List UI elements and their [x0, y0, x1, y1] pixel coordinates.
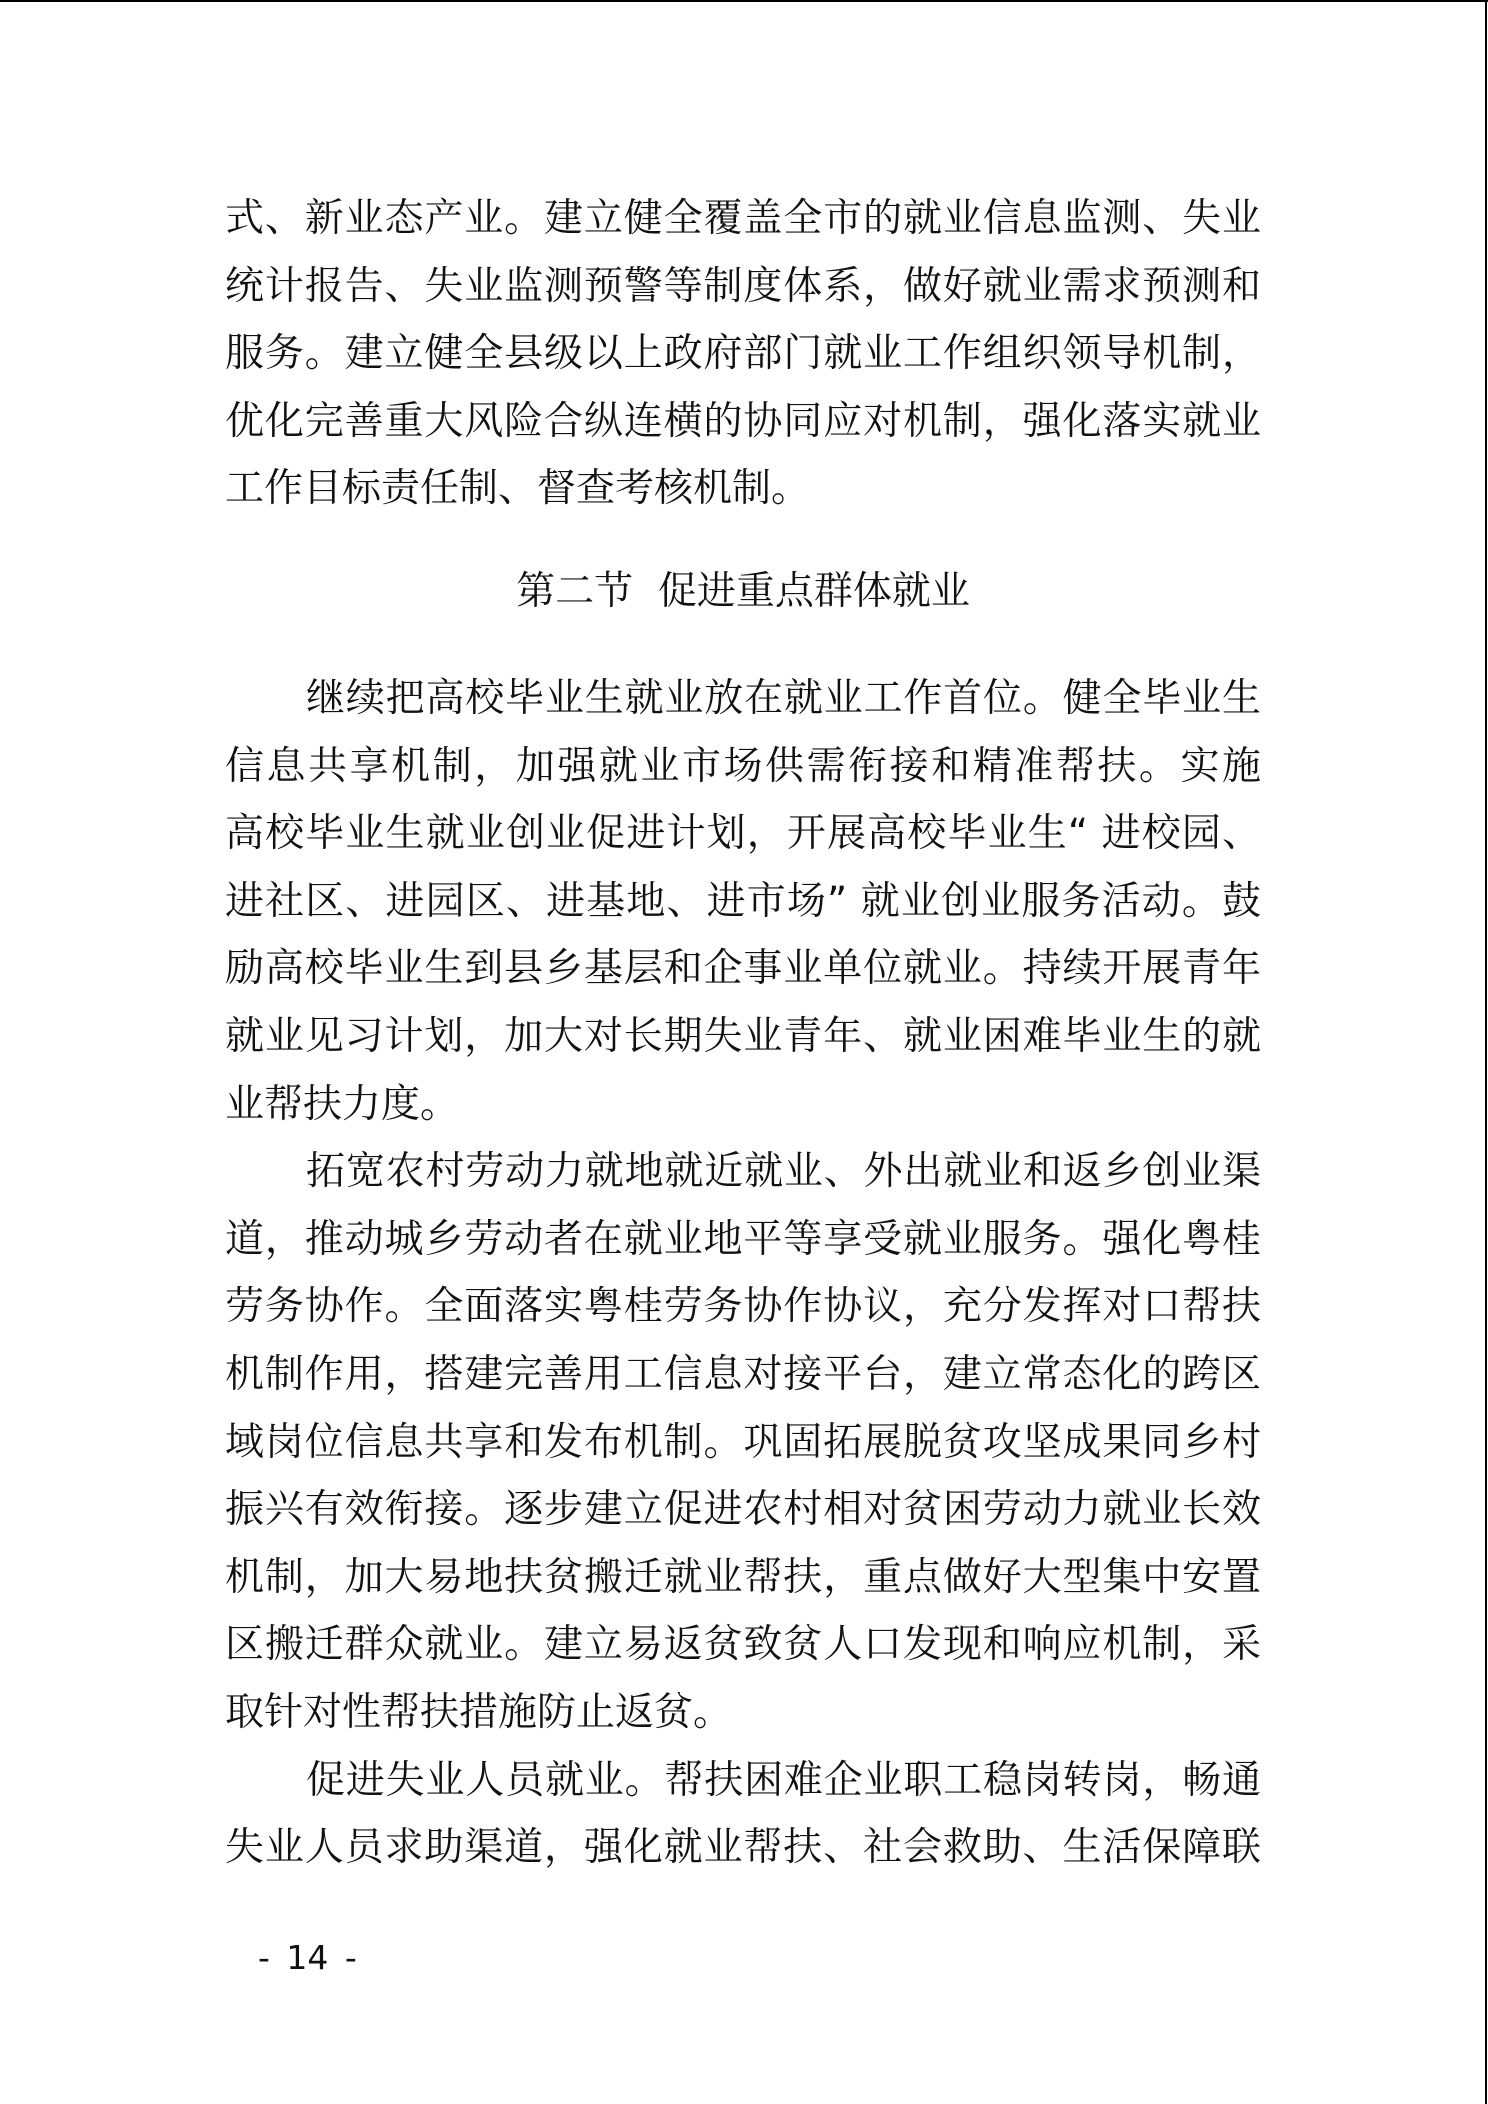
text-line: 服务。建立健全县级以上政府部门就业工作组织领导机制，	[225, 331, 1261, 377]
page-border-right	[1485, 0, 1487, 2104]
text-line: 信息共享机制，加强就业市场供需衔接和精准帮扶。实施	[225, 743, 1261, 789]
text-line: 域岗位信息共享和发布机制。巩固拓展脱贫攻坚成果同乡村	[225, 1419, 1261, 1465]
text-line: 统计报告、失业监测预警等制度体系，做好就业需求预测和	[225, 263, 1261, 309]
text-line: 道，推动城乡劳动者在就业地平等享受就业服务。强化粤桂	[225, 1216, 1261, 1262]
text-line: 就业见习计划，加大对长期失业青年、就业困难毕业生的就	[225, 1013, 1261, 1059]
text-line: 优化完善重大风险合纵连横的协同应对机制，强化落实就业	[225, 398, 1261, 444]
text-line: 机制作用，搭建完善用工信息对接平台，建立常态化的跨区	[225, 1351, 1261, 1397]
page-number: - 14 -	[258, 1938, 357, 1977]
text-line: 失业人员求助渠道，强化就业帮扶、社会救助、生活保障联	[225, 1825, 1261, 1871]
text-line: 业帮扶力度。	[225, 1081, 460, 1127]
text-line: 进社区、进园区、进基地、进市场” 就业创业服务活动。鼓	[225, 878, 1261, 924]
text-line: 式、新业态产业。建立健全覆盖全市的就业信息监测、失业	[225, 196, 1261, 241]
text-line: 取针对性帮扶措施防止返贫。	[225, 1689, 733, 1735]
text-line: 工作目标责任制、督查考核机制。	[225, 466, 811, 512]
text-line: 区搬迁群众就业。建立易返贫致贫人口发现和响应机制，采	[225, 1622, 1261, 1668]
text-line: 振兴有效衔接。逐步建立促进农村相对贫困劳动力就业长效	[225, 1487, 1261, 1533]
text-line: 励高校毕业生到县乡基层和企事业单位就业。持续开展青年	[225, 946, 1261, 992]
text-line: 劳务协作。全面落实粤桂劳务协作协议，充分发挥对口帮扶	[225, 1284, 1261, 1330]
paragraph-graduates	[225, 665, 1261, 1138]
text-line: 继续把高校毕业生就业放在就业工作首位。健全毕业生	[306, 676, 1261, 721]
text-line: 拓宽农村劳动力就地就近就业、外出就业和返乡创业渠	[306, 1149, 1261, 1195]
body-paragraphs	[225, 665, 1261, 1882]
continuation-paragraph	[225, 185, 1261, 523]
paragraph-unemployed	[225, 1747, 1261, 1882]
paragraph-rural-labor	[225, 1138, 1261, 1746]
page-border-top	[0, 0, 1488, 2]
text-line: 机制，加大易地扶贫搬迁就业帮扶，重点做好大型集中安置	[225, 1554, 1261, 1600]
text-line: 高校毕业生就业创业促进计划，开展高校毕业生“ 进校园、	[225, 811, 1261, 857]
text-line: 促进失业人员就业。帮扶困难企业职工稳岗转岗，畅通	[306, 1757, 1261, 1803]
section-heading: 第二节 促进重点群体就业	[516, 569, 970, 614]
